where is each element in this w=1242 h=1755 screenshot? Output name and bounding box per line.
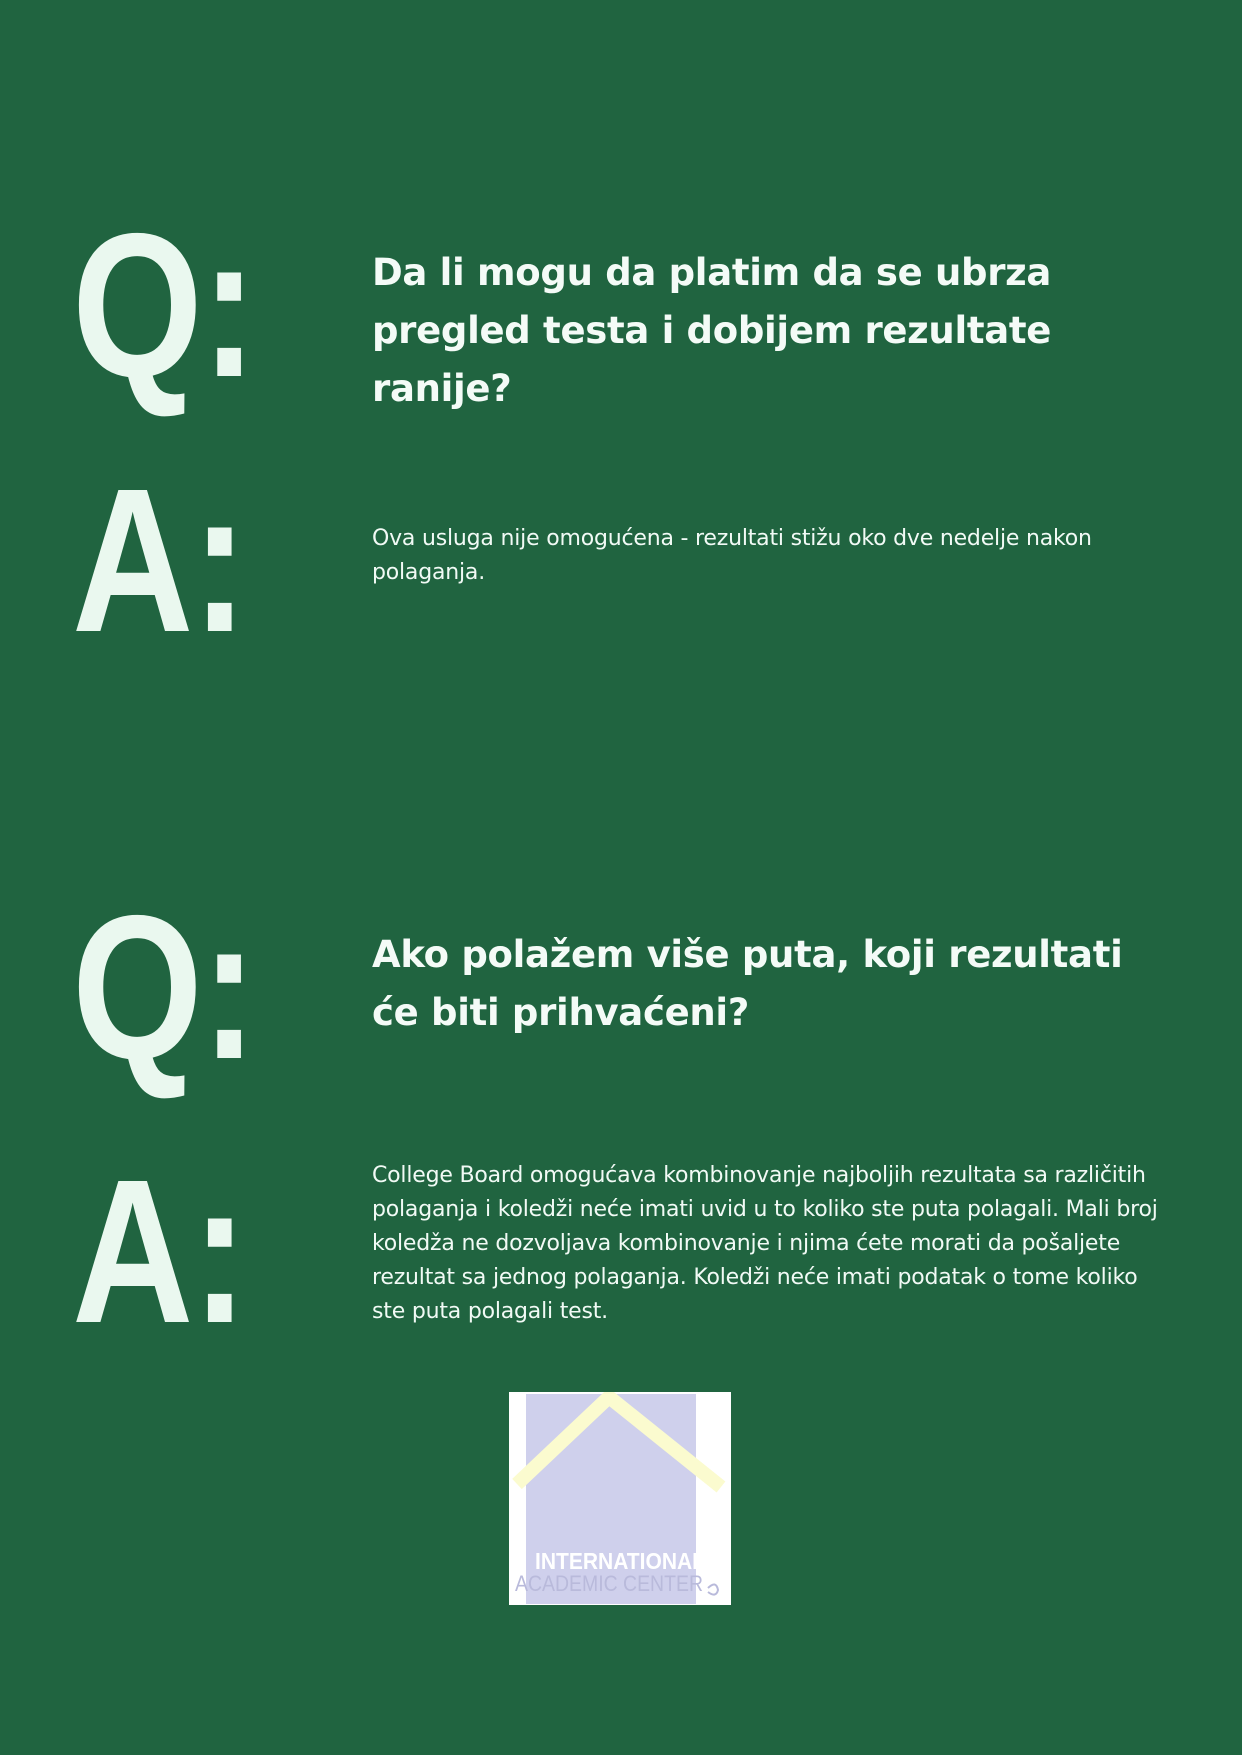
a-marker-1: A: [72,446,247,675]
question-2: Ako polažem više puta, koji rezultati će biti prihvaćeni? [372,933,1123,1034]
international-academic-center-logo [509,1392,731,1605]
answer-1: Ova usluga nije omogućena - rezultati stižu oko dve nedelje nakon polaganja. [372,526,1092,585]
logo-text-line2: ACADEMIC CENTER [515,1571,703,1596]
question-1: Da li mogu da platim da se ubrza pregled testa i dobijem rezultate ranije? [372,251,1052,410]
q-marker-2: Q: [72,873,256,1102]
q-marker-1: Q: [72,191,256,420]
logo-graphic [509,1392,731,1605]
logo-swirl [708,1584,718,1594]
a-marker-2: A: [72,1137,247,1366]
logo-text-line1: INTERNATIONAL [535,1548,705,1574]
answer-2: College Board omogućava kombinovanje najboljih rezultata sa različitih polaganja i koledži neće imati uvid u to koliko ste puta polagali. Mali broj koledža ne dozvoljava kombinovanje i njima ćete morati da pošaljete rezultat sa jednog polaganja. Koledži neće imati podatak o tome koliko ste puta polagali test. [372,1163,1158,1324]
